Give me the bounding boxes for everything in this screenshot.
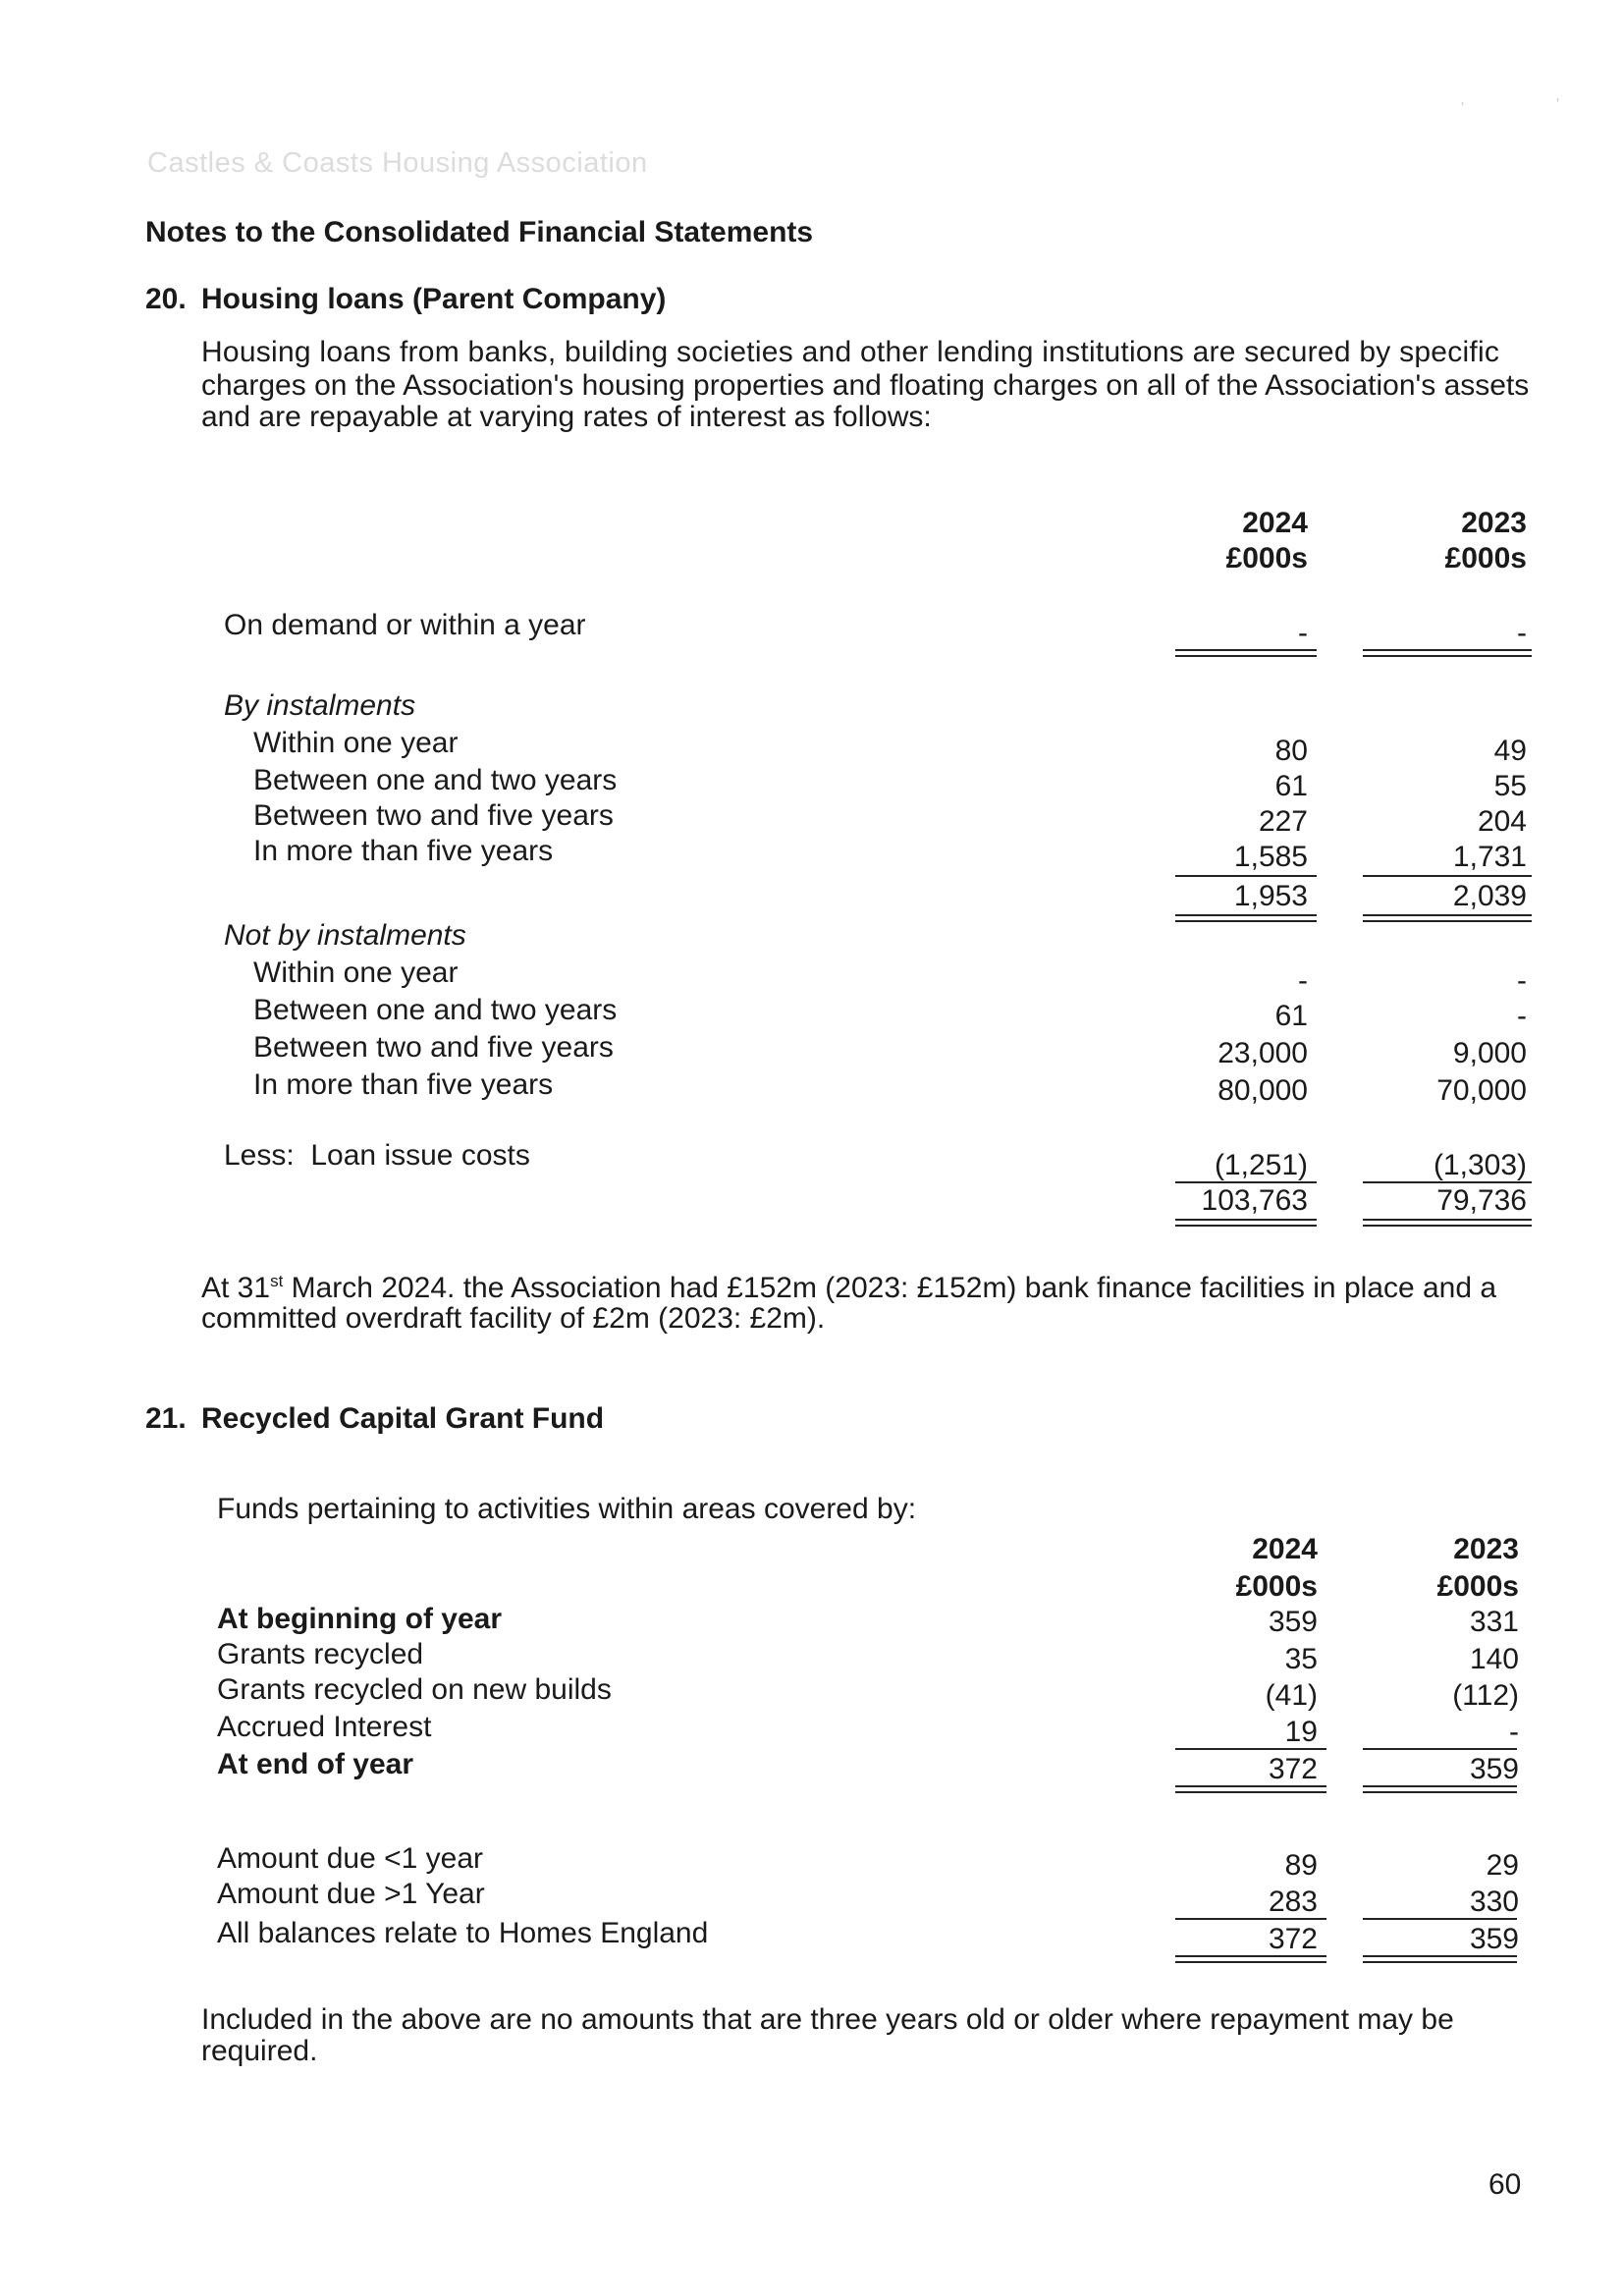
row-label: Accrued Interest bbox=[217, 1711, 432, 1743]
row-label: Amount due <1 year bbox=[217, 1842, 484, 1875]
value-2023: 70,000 bbox=[1436, 1074, 1527, 1107]
double-rule bbox=[1175, 649, 1317, 657]
subtotal-rule bbox=[1175, 1181, 1317, 1183]
row-label: Amount due >1 Year bbox=[217, 1878, 485, 1910]
value-2024: - bbox=[1298, 617, 1308, 649]
col-header-year: 2023 bbox=[1461, 507, 1527, 539]
note-20-number: 20. bbox=[145, 283, 187, 315]
all-balances-2023: 359 bbox=[1469, 1923, 1519, 1955]
row-label: On demand or within a year bbox=[224, 609, 586, 641]
row-label: Between one and two years bbox=[253, 764, 618, 796]
value-2023: 1,731 bbox=[1452, 841, 1527, 873]
value-2023: 9,000 bbox=[1452, 1037, 1527, 1069]
double-rule bbox=[1363, 649, 1532, 657]
row-label-less-loan-issue-costs: Less: Loan issue costs bbox=[224, 1139, 530, 1172]
value-2024: - bbox=[1298, 964, 1308, 997]
double-rule bbox=[1363, 914, 1532, 922]
value-2023: - bbox=[1509, 1716, 1519, 1748]
col-header-unit: £000s bbox=[1235, 1570, 1318, 1603]
value-2024: 283 bbox=[1268, 1886, 1318, 1918]
double-rule bbox=[1363, 1219, 1532, 1227]
section-title: Notes to the Consolidated Financial Statements bbox=[145, 216, 814, 248]
note-21-intro: Funds pertaining to activities within areas covered by: bbox=[217, 1493, 917, 1525]
row-label: Between one and two years bbox=[253, 994, 618, 1026]
row-label-end-of-year: At end of year bbox=[217, 1748, 414, 1780]
row-label: In more than five years bbox=[253, 1068, 554, 1101]
value-2023: - bbox=[1517, 1000, 1527, 1032]
note-21-closing-line2: required. bbox=[201, 2035, 318, 2067]
col-header-unit: £000s bbox=[1225, 542, 1308, 574]
double-rule bbox=[1175, 1785, 1326, 1793]
value-2023: (112) bbox=[1452, 1679, 1519, 1712]
col-header-year: 2024 bbox=[1252, 1533, 1318, 1565]
row-label: Between two and five years bbox=[253, 1031, 614, 1064]
value-2024: 61 bbox=[1274, 770, 1308, 802]
value-2023: - bbox=[1517, 617, 1527, 649]
note-20-intro-line: Housing loans from banks, building societies and other lending institutions are secured by specific bbox=[201, 336, 1500, 368]
note-20-footnote-line2: committed overdraft facility of £2m (2023: £2m). bbox=[201, 1302, 826, 1335]
value-2023: 330 bbox=[1469, 1886, 1519, 1918]
note-21-closing: Included in the above are no amounts that are three years old or older where repayment may be bbox=[201, 2003, 1454, 2036]
all-balances-2024: 372 bbox=[1268, 1923, 1318, 1955]
col-header-year: 2023 bbox=[1453, 1533, 1519, 1565]
subtotal-rule bbox=[1175, 875, 1317, 877]
grand-total-2024: 103,763 bbox=[1201, 1184, 1308, 1217]
row-label: Between two and five years bbox=[253, 799, 614, 832]
row-label: Grants recycled bbox=[217, 1638, 424, 1670]
watermark-header: Castles & Coasts Housing Association bbox=[147, 147, 648, 179]
double-rule bbox=[1175, 1955, 1326, 1963]
value-2023: 140 bbox=[1469, 1643, 1519, 1675]
value-2023: 204 bbox=[1477, 805, 1527, 838]
value-2023: 29 bbox=[1486, 1849, 1519, 1882]
note-21-title: Recycled Capital Grant Fund bbox=[201, 1402, 605, 1435]
note-20-footnote: At 31st March 2024. the Association had £152m (2023: £152m) bank finance facilities in place and a bbox=[201, 1272, 1497, 1304]
note-21-number: 21. bbox=[145, 1402, 187, 1435]
col-header-unit: £000s bbox=[1444, 542, 1527, 574]
subheading-by-instalments: By instalments bbox=[224, 689, 416, 722]
row-label: Within one year bbox=[253, 957, 459, 989]
value-2024: 227 bbox=[1258, 805, 1308, 838]
scan-mark: ' bbox=[1556, 96, 1560, 113]
value-2024: 19 bbox=[1284, 1716, 1318, 1748]
value-2023: 331 bbox=[1469, 1606, 1519, 1638]
double-rule bbox=[1363, 1955, 1517, 1963]
value-2023: (1,303) bbox=[1433, 1149, 1527, 1181]
subtotal-rule bbox=[1363, 1748, 1517, 1750]
value-2023: 49 bbox=[1493, 735, 1527, 767]
end-of-year-2024: 372 bbox=[1268, 1753, 1318, 1785]
value-2024: 80 bbox=[1274, 735, 1308, 767]
subtotal-rule bbox=[1175, 1748, 1326, 1750]
double-rule bbox=[1363, 1785, 1517, 1793]
value-2024: 35 bbox=[1284, 1643, 1318, 1675]
value-2024: 23,000 bbox=[1217, 1037, 1308, 1069]
value-2024: (41) bbox=[1265, 1679, 1318, 1712]
row-label: In more than five years bbox=[253, 835, 554, 867]
value-2023: - bbox=[1517, 964, 1527, 997]
value-2024: 359 bbox=[1268, 1606, 1318, 1638]
page-number: 60 bbox=[1488, 2168, 1522, 2201]
note-20-title: Housing loans (Parent Company) bbox=[201, 283, 667, 315]
row-label: Within one year bbox=[253, 727, 459, 759]
col-header-unit: £000s bbox=[1436, 1570, 1519, 1603]
row-label: Grants recycled on new builds bbox=[217, 1673, 612, 1706]
note-20-intro-line: charges on the Association's housing properties and floating charges on all of the Association's assets bbox=[201, 369, 1530, 402]
double-rule bbox=[1175, 914, 1317, 922]
subtotal-rule bbox=[1363, 1918, 1517, 1920]
subheading-not-by-instalments: Not by instalments bbox=[224, 919, 466, 952]
subtotal-rule bbox=[1363, 875, 1532, 877]
note-20-intro-line: and are repayable at varying rates of interest as follows: bbox=[201, 401, 932, 433]
subtotal-2023: 2,039 bbox=[1452, 880, 1527, 912]
value-2024: 61 bbox=[1274, 1000, 1308, 1032]
value-2023: 55 bbox=[1493, 770, 1527, 802]
subtotal-rule bbox=[1363, 1181, 1532, 1183]
value-2024: 80,000 bbox=[1217, 1074, 1308, 1107]
value-2024: (1,251) bbox=[1214, 1149, 1308, 1181]
row-label-all-balances: All balances relate to Homes England bbox=[217, 1917, 709, 1949]
col-header-year: 2024 bbox=[1242, 507, 1308, 539]
value-2024: 89 bbox=[1284, 1849, 1318, 1882]
double-rule bbox=[1175, 1219, 1317, 1227]
value-2024: 1,585 bbox=[1233, 841, 1308, 873]
grand-total-2023: 79,736 bbox=[1436, 1184, 1527, 1217]
subtotal-2024: 1,953 bbox=[1233, 880, 1308, 912]
subtotal-rule bbox=[1175, 1918, 1326, 1920]
end-of-year-2023: 359 bbox=[1469, 1753, 1519, 1785]
scan-mark: ' bbox=[1461, 100, 1465, 117]
row-label-beginning-of-year: At beginning of year bbox=[217, 1603, 503, 1635]
